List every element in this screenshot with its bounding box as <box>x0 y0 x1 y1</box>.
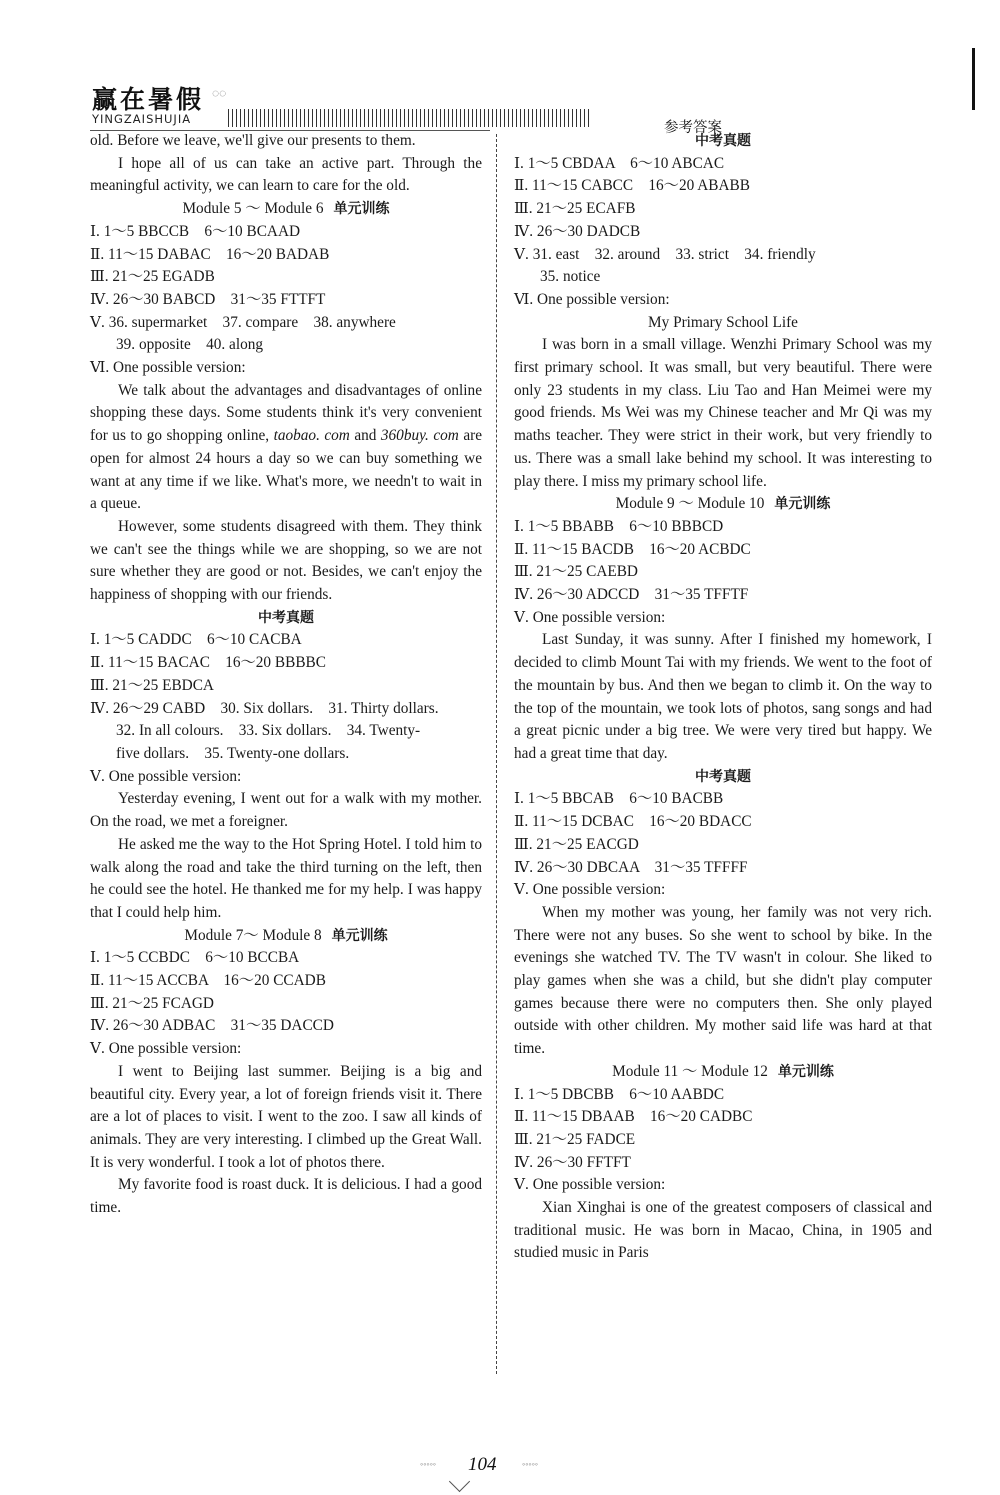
module-heading <box>514 493 932 516</box>
answer-line: Ⅴ. 36. supermarket 37. compare 38. anywhere <box>90 313 396 331</box>
essay-paragraph: When my mother was young, her family was not very rich. There were not any buses. So she went to school by bike. In the evenings she watched TV. The TV wasn't in colour. She liked to play games when she was a child, but she didn't play computer games because there were no computers then. She only played outside with other children. My mother said life was hard at that time. <box>514 903 932 1058</box>
answer-line: Ⅳ. 26～30 DBCAA 31～35 TFFFF <box>514 858 748 876</box>
answer-line: Ⅴ. One possible version: <box>90 767 242 785</box>
page-ornament-right-icon: ◦◦◦◦◦ <box>522 1459 538 1469</box>
module-heading-label: Module 9 ～ Module 10 <box>615 495 765 513</box>
answer-line: Ⅳ. 26～30 BABCD 31～35 FTTFT <box>90 290 326 308</box>
answer-line: 32. In all colours. 33. Six dollars. 34. Twenty- <box>116 722 421 740</box>
answer-line: Ⅰ. 1～5 BBABB 6～10 BBBCD <box>514 517 724 535</box>
module-heading-zh: 单元训练 <box>331 927 388 944</box>
page-number: 104 <box>468 1454 497 1475</box>
module-heading <box>90 925 482 948</box>
intro-line: old. Before we leave, we'll give our presents to them. <box>90 132 416 149</box>
answer-line: Ⅰ. 1～5 BBCCB 6～10 BCAAD <box>90 222 301 240</box>
answer-line: Ⅴ. One possible version: <box>514 1176 666 1194</box>
exam-heading: 中考真题 <box>258 609 314 626</box>
essay-text: are open for almost 24 hours a day so we can buy something we want at any time if we like. What's more, we needn't to wait in a queue. <box>90 427 482 513</box>
answer-line: Ⅱ. 11～15 DABAC 16～20 BADAB <box>90 245 330 263</box>
intro-paragraph: I hope all of us can take an active part. Through the meaningful activity, we can learn to care for the old. <box>90 154 482 195</box>
answer-line: Ⅳ. 26～30 DADCB <box>514 222 641 240</box>
module-heading-label: Module 11 ～ Module 12 <box>612 1062 768 1080</box>
section-title: 参考答案 <box>664 120 722 136</box>
answer-line: Ⅲ. 21～25 CAEBD <box>514 563 638 581</box>
answer-line: Ⅲ. 21～25 FADCE <box>514 1130 636 1148</box>
website-name: 360buy. com <box>380 427 459 445</box>
essay-paragraph: My favorite food is roast duck. It is delicious. I had a good time. <box>90 1176 482 1217</box>
essay-paragraph: Yesterday evening, I went out for a walk with my mother. On the road, we met a foreigner. <box>90 790 482 831</box>
essay-text: We talk about the advantages and disadvantages of online shopping these days. Some students think it's very convenient for us to go shopping online, <box>90 381 482 445</box>
answer-line: Ⅳ. 26～30 ADBAC 31～35 DACCD <box>90 1017 334 1035</box>
essay-paragraph: Last Sunday, it was sunny. After I finished my homework, I decided to climb Mount Tai with my friends. We went to the foot of the mountain by bus. And then we began to climb it. On the way to the top of the mountain, we took lots of photos, sang songs and had a great picnic under a big tree. We were very tired but happy. We had a great time that day. <box>514 631 932 762</box>
essay-paragraph: I went to Beijing last summer. Beijing is a big and beautiful city. Every year, a lot of foreign friends visit it. There are a lot of places to visit. I went to the zoo. I saw all kinds of animals. They are very interesting. I climbed up the Great Wall. It is very wonderful. I took a lot of photos there. <box>90 1062 482 1171</box>
answer-line: Ⅲ. 21～25 ECAFB <box>514 200 636 218</box>
essay-paragraph: I was born in a small village. Wenzhi Primary School was my first primary school. It was small, but very beautiful. There were only 23 students in my class. Liu Tao and Han Meimei were my good friends. Ms Wei was my Chinese teacher and Mr Qi was my maths teacher. They were strict in their work, but very friendly to us. There was a small lake behind my school. It was interesting to play there. I miss my primary school life. <box>514 336 932 490</box>
module-heading <box>90 198 482 221</box>
answer-line: Ⅰ. 1～5 CCBDC 6～10 BCCBA <box>90 949 300 967</box>
answer-line: Ⅴ. One possible version: <box>514 608 666 626</box>
brand-ornament-icon: ◌◌ <box>212 86 227 100</box>
essay-paragraph <box>90 380 482 516</box>
column-divider <box>496 134 497 1374</box>
page-ornament-left-icon: ◦◦◦◦◦ <box>420 1459 436 1469</box>
answer-line: Ⅱ. 11～15 ACCBA 16～20 CCADB <box>90 972 326 990</box>
answer-line: Ⅰ. 1～5 BBCAB 6～10 BACBB <box>514 790 724 808</box>
answer-line: Ⅰ. 1～5 DBCBB 6～10 AABDC <box>514 1085 725 1103</box>
page-chevron-icon <box>449 1471 470 1492</box>
module-heading-zh: 单元训练 <box>774 496 831 513</box>
essay-paragraph: However, some students disagreed with them. They think we can't see the things while we are shopping, so we are not sure whether they are good or not. Besides, we can't enjoy the happiness of shopping with our friends. <box>90 517 482 604</box>
answer-line: Ⅱ. 11～15 CABCC 16～20 ABABB <box>514 177 750 195</box>
answer-line: Ⅳ. 26～29 CABD 30. Six dollars. 31. Thirty dollars. <box>90 699 439 717</box>
essay-title: My Primary School Life <box>648 313 798 331</box>
answer-line: Ⅲ. 21～25 FCAGD <box>90 994 214 1012</box>
answer-line: 39. opposite 40. along <box>116 336 264 354</box>
answer-line: Ⅵ. One possible version: <box>514 290 670 308</box>
exam-heading: 中考真题 <box>695 133 751 149</box>
right-column <box>514 130 932 1265</box>
corner-mark <box>972 48 975 110</box>
answer-line: 35. notice <box>540 268 601 286</box>
answer-line: Ⅴ. One possible version: <box>514 881 666 899</box>
answer-line: Ⅴ. One possible version: <box>90 1040 242 1058</box>
answer-line: Ⅳ. 26～30 ADCCD 31～35 TFFTF <box>514 586 749 604</box>
answer-line: Ⅱ. 11～15 DBAAB 16～20 CADBC <box>514 1108 753 1126</box>
essay-text: and <box>354 427 377 445</box>
answer-line: Ⅲ. 21～25 EACGD <box>514 835 639 853</box>
essay-paragraph: Xian Xinghai is one of the greatest composers of classical and traditional music. He was born in Macao, China, in 1905 and studied music in Paris <box>514 1199 932 1262</box>
answer-line: Ⅰ. 1～5 CADDC 6～10 CACBA <box>90 631 302 649</box>
exam-heading: 中考真题 <box>695 768 751 785</box>
book-brand-subtitle: YINGZAISHUJIA <box>92 112 192 126</box>
answer-line: Ⅲ. 21～25 EGADB <box>90 268 215 286</box>
module-heading-label: Module 5 ～ Module 6 <box>182 200 324 218</box>
module-heading-zh: 单元训练 <box>333 201 390 218</box>
answer-line: Ⅱ. 11～15 BACDB 16～20 ACBDC <box>514 540 751 558</box>
essay-paragraph: He asked me the way to the Hot Spring Hotel. I told him to walk along the road and take the third turning on the left, then he could see the hotel. He thanked me for my help. I was happy that I could help him. <box>90 835 482 921</box>
answer-line: five dollars. 35. Twenty-one dollars. <box>116 744 350 762</box>
module-heading-zh: 单元训练 <box>777 1063 834 1080</box>
answer-line: Ⅳ. 26～30 FFTFT <box>514 1153 631 1171</box>
module-heading-label: Module 7～ Module 8 <box>184 926 322 944</box>
answer-line: Ⅴ. 31. east 32. around 33. strict 34. friendly <box>514 245 816 263</box>
header-hatch-decoration <box>228 109 592 127</box>
module-heading <box>514 1061 932 1084</box>
answer-line: Ⅲ. 21～25 EBDCA <box>90 676 214 694</box>
answer-line: Ⅱ. 11～15 BACAC 16～20 BBBBC <box>90 654 326 672</box>
book-brand-title: 赢在暑假 <box>92 85 205 114</box>
left-column <box>90 130 482 1220</box>
website-name: taobao. com <box>273 427 350 445</box>
answer-line: Ⅱ. 11～15 DCBAC 16～20 BDACC <box>514 813 752 831</box>
answer-line: Ⅵ. One possible version: <box>90 359 246 377</box>
answer-line: Ⅰ. 1～5 CBDAA 6～10 ABCAC <box>514 154 725 172</box>
